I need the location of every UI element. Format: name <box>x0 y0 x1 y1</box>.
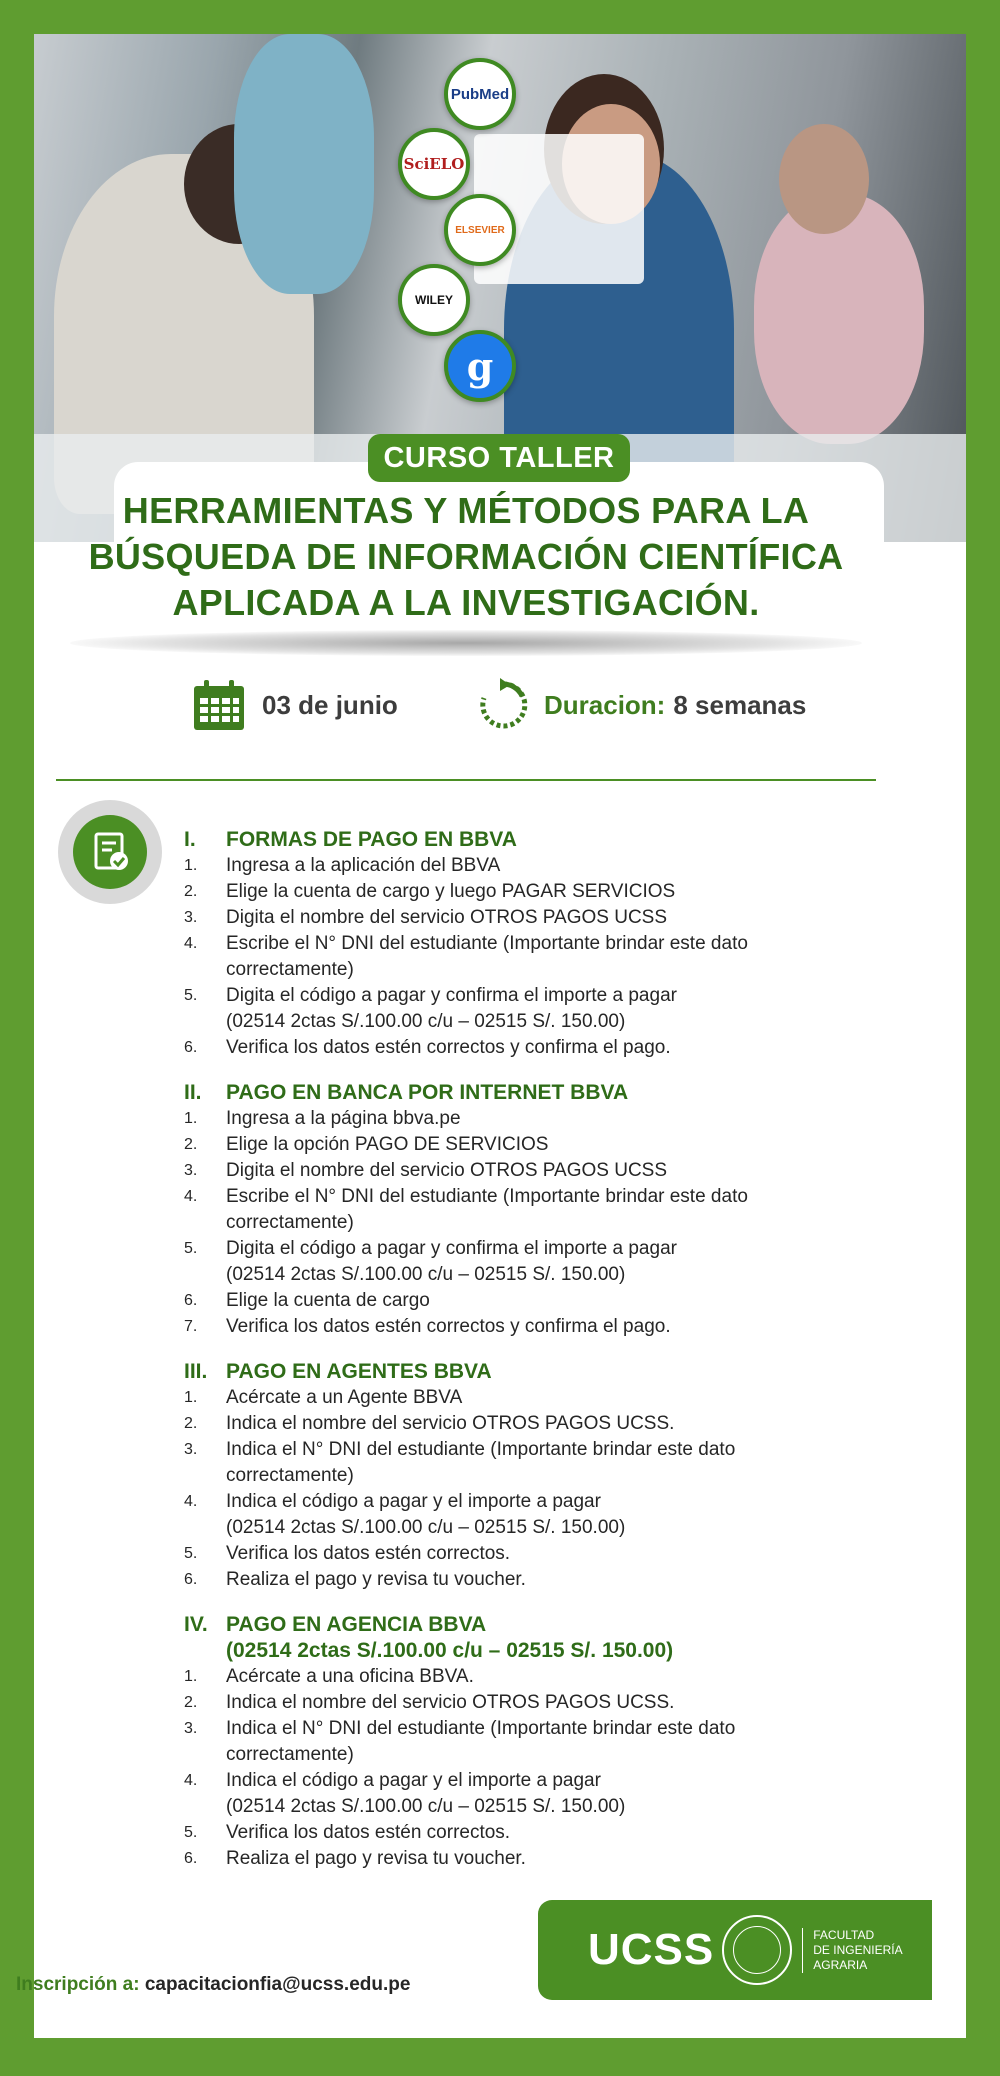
item-number: 6. <box>184 1039 198 1056</box>
ucss-brand-panel <box>538 1900 932 2000</box>
list-item <box>184 905 884 931</box>
item-number: 1. <box>184 1389 198 1406</box>
start-date: 03 de junio <box>262 689 398 720</box>
item-line: correctamente) <box>226 959 354 980</box>
item-line: Indica el N° DNI del estudiante (Importante brindar este dato <box>226 1718 736 1739</box>
title-shadow <box>70 630 862 656</box>
item-text <box>226 1820 510 1846</box>
item-line: correctamente) <box>226 1212 354 1233</box>
duration-label: Duracion: <box>544 689 666 720</box>
item-text <box>226 931 748 983</box>
list-item <box>184 1106 884 1132</box>
payment-doc-icon <box>58 800 162 904</box>
list-item <box>184 1567 884 1593</box>
item-line: (02514 2ctas S/.100.00 c/u – 02515 S/. 150.00) <box>226 1264 626 1285</box>
item-line: Verifica los datos estén correctos. <box>226 1822 511 1843</box>
item-line: Verifica los datos estén correctos. <box>226 1543 511 1564</box>
item-line: correctamente) <box>226 1744 354 1765</box>
item-number: 6. <box>184 1292 198 1309</box>
item-line: Elige la opción PAGO DE SERVICIOS <box>226 1134 549 1155</box>
date-info <box>192 678 398 732</box>
item-line: Escribe el N° DNI del estudiante (Importante brindar este dato <box>226 1186 748 1207</box>
item-line: Verifica los datos estén correctos y confirma el pago. <box>226 1037 671 1058</box>
item-text <box>226 1106 461 1132</box>
item-text <box>226 1664 474 1690</box>
list-item <box>184 1768 884 1820</box>
item-line: Digita el código a pagar y confirma el importe a pagar <box>226 1238 677 1259</box>
list-item <box>184 1385 884 1411</box>
duration-value: 8 semanas <box>673 689 807 720</box>
item-number: 2. <box>184 1136 198 1153</box>
item-text <box>226 1541 510 1567</box>
list-item <box>184 1158 884 1184</box>
item-text <box>226 1035 671 1061</box>
ucss-logo-text: UCSS <box>588 1925 715 1974</box>
section-title: PAGO EN AGENTES BBVA <box>226 1360 492 1383</box>
item-line: Ingresa a la página bbva.pe <box>226 1108 461 1129</box>
registration-label: Inscripción a: <box>16 1974 140 1995</box>
item-line: Escribe el N° DNI del estudiante (Importante brindar este dato <box>226 933 748 954</box>
item-line: Ingresa a la aplicación del BBVA <box>226 855 501 876</box>
item-line: Digita el nombre del servicio OTROS PAGOS UCSS <box>226 1160 668 1181</box>
item-line: (02514 2ctas S/.100.00 c/u – 02515 S/. 150.00) <box>226 1011 626 1032</box>
list-item <box>184 1132 884 1158</box>
list-item <box>184 1184 884 1236</box>
item-text <box>226 1184 748 1236</box>
section-heading <box>184 1358 884 1385</box>
section-title: PAGO EN AGENCIA BBVA <box>226 1613 487 1636</box>
item-line: Verifica los datos estén correctos y confirma el pago. <box>226 1316 671 1337</box>
item-number: 5. <box>184 1824 198 1841</box>
item-number: 4. <box>184 1772 198 1789</box>
document-check-icon <box>88 830 132 874</box>
item-line: Indica el nombre del servicio OTROS PAGOS UCSS. <box>226 1692 675 1713</box>
item-line: (02514 2ctas S/.100.00 c/u – 02515 S/. 150.00) <box>226 1517 626 1538</box>
list-item <box>184 1716 884 1768</box>
item-text <box>226 1567 526 1593</box>
section-heading <box>184 1079 884 1106</box>
university-seal-icon <box>722 1915 792 1985</box>
item-text <box>226 1158 667 1184</box>
item-line: (02514 2ctas S/.100.00 c/u – 02515 S/. 150.00) <box>226 1796 626 1817</box>
list-item <box>184 1489 884 1541</box>
item-text <box>226 1846 526 1872</box>
item-number: 3. <box>184 1441 198 1458</box>
item-number: 2. <box>184 1694 198 1711</box>
item-text <box>226 1236 677 1288</box>
elsevier-logo: ELSEVIER <box>444 194 516 266</box>
section-subtitle: (02514 2ctas S/.100.00 c/u – 02515 S/. 150.00) <box>226 1639 674 1662</box>
list-item <box>184 879 884 905</box>
item-number: 2. <box>184 1415 198 1432</box>
item-number: 3. <box>184 1720 198 1737</box>
clock-cycle-icon <box>476 678 530 732</box>
item-number: 1. <box>184 857 198 874</box>
list-item <box>184 931 884 983</box>
list-item <box>184 853 884 879</box>
list-item <box>184 1035 884 1061</box>
section-number: I. <box>184 828 196 851</box>
item-text <box>226 1132 548 1158</box>
item-number: 4. <box>184 935 198 952</box>
payment-section <box>184 1358 884 1593</box>
item-text <box>226 853 500 879</box>
item-line: Indica el N° DNI del estudiante (Importante brindar este dato <box>226 1439 736 1460</box>
item-line: Elige la cuenta de cargo y luego PAGAR SERVICIOS <box>226 881 676 902</box>
item-number: 3. <box>184 909 198 926</box>
section-number: IV. <box>184 1613 208 1636</box>
list-item <box>184 1437 884 1489</box>
item-number: 5. <box>184 1545 198 1562</box>
item-text <box>226 1411 674 1437</box>
section-number: III. <box>184 1360 208 1383</box>
page-title: HERRAMIENTAS Y MÉTODOS PARA LA BÚSQUEDA DE INFORMACIÓN CIENTÍFICA APLICADA A LA INVESTIGACIÓN. <box>88 490 844 623</box>
item-line: Acércate a una oficina BBVA. <box>226 1666 474 1687</box>
google-scholar-logo: g <box>444 330 516 402</box>
item-line: Elige la cuenta de cargo <box>226 1290 430 1311</box>
list-item <box>184 1314 884 1340</box>
duration-info <box>476 678 806 732</box>
list-item <box>184 1411 884 1437</box>
item-number: 1. <box>184 1668 198 1685</box>
registration-email[interactable]: capacitacionfia@ucss.edu.pe <box>144 1974 411 1995</box>
item-line: Digita el código a pagar y confirma el importe a pagar <box>226 985 677 1006</box>
item-line: Indica el código a pagar y el importe a pagar <box>226 1491 601 1512</box>
item-text <box>226 1437 735 1489</box>
item-text <box>226 1768 625 1820</box>
item-line: correctamente) <box>226 1465 354 1486</box>
item-number: 5. <box>184 1240 198 1257</box>
item-line: Acércate a un Agente BBVA <box>226 1387 463 1408</box>
item-line: Indica el nombre del servicio OTROS PAGOS UCSS. <box>226 1413 675 1434</box>
item-text <box>226 983 677 1035</box>
scielo-logo: SciELO <box>398 128 470 200</box>
registration-info <box>16 1974 410 1996</box>
list-item <box>184 983 884 1035</box>
section-heading <box>184 826 884 853</box>
list-item <box>184 1820 884 1846</box>
item-number: 7. <box>184 1318 198 1335</box>
payment-section <box>184 826 884 1061</box>
item-text <box>226 905 667 931</box>
item-number: 2. <box>184 883 198 900</box>
item-text <box>226 1690 674 1716</box>
payment-section <box>184 1079 884 1340</box>
section-title: PAGO EN BANCA POR INTERNET BBVA <box>226 1081 629 1104</box>
section-divider <box>56 779 876 781</box>
item-line: Realiza el pago y revisa tu voucher. <box>226 1569 526 1590</box>
list-item <box>184 1288 884 1314</box>
item-number: 6. <box>184 1850 198 1867</box>
item-number: 3. <box>184 1162 198 1179</box>
list-item <box>184 1541 884 1567</box>
wiley-logo: WILEY <box>398 264 470 336</box>
item-number: 1. <box>184 1110 198 1127</box>
pubmed-logo: PubMed <box>444 58 516 130</box>
item-text <box>226 879 675 905</box>
item-number: 4. <box>184 1188 198 1205</box>
item-number: 6. <box>184 1571 198 1588</box>
calendar-icon <box>192 678 246 732</box>
section-heading <box>184 1611 884 1638</box>
faculty-name: FACULTAD DE INGENIERÍA AGRARIA <box>802 1928 902 1973</box>
item-text <box>226 1489 625 1541</box>
section-number: II. <box>184 1081 202 1104</box>
list-item <box>184 1690 884 1716</box>
item-number: 4. <box>184 1493 198 1510</box>
section-title: FORMAS DE PAGO EN BBVA <box>226 828 517 851</box>
item-text <box>226 1314 671 1340</box>
course-badge: CURSO TALLER <box>368 434 630 482</box>
item-text <box>226 1288 430 1314</box>
item-line: Indica el código a pagar y el importe a pagar <box>226 1770 601 1791</box>
item-line: Digita el nombre del servicio OTROS PAGOS UCSS <box>226 907 668 928</box>
item-text <box>226 1716 735 1768</box>
list-item <box>184 1236 884 1288</box>
list-item <box>184 1846 884 1872</box>
item-text <box>226 1385 462 1411</box>
payment-section <box>184 1611 884 1872</box>
item-number: 5. <box>184 987 198 1004</box>
list-item <box>184 1664 884 1690</box>
item-line: Realiza el pago y revisa tu voucher. <box>226 1848 526 1869</box>
payment-instructions <box>184 826 884 1890</box>
